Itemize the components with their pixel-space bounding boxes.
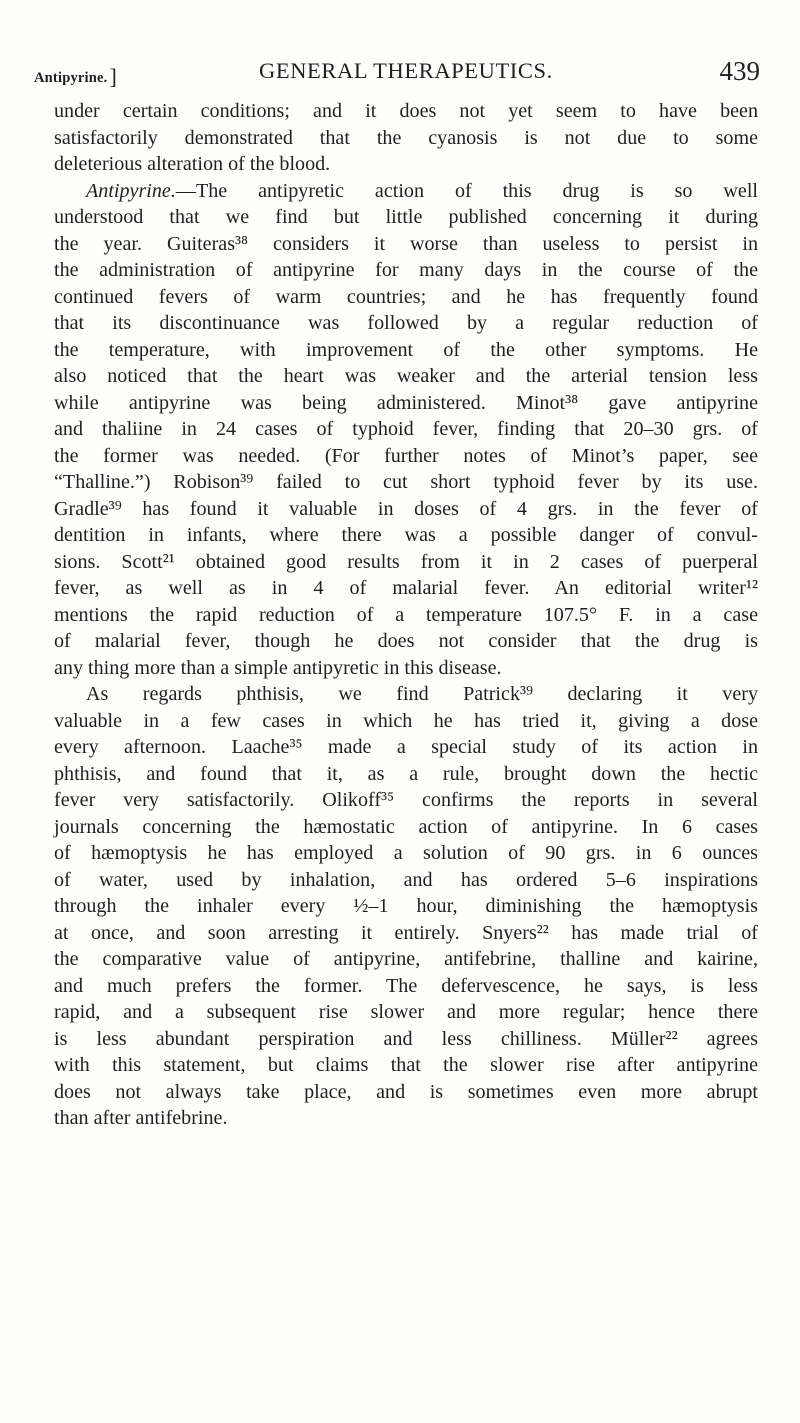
section-heading: Antipyrine. [86, 179, 176, 202]
text-line: with this statement, but claims that the slower rise after antipyrine [54, 1054, 758, 1076]
text-line: of hæmoptysis he has employed a solution of 90 grs. in 6 ounces [54, 842, 758, 864]
text-line: sions. Scott²¹ obtained good results from it in 2 cases of puerperal [54, 550, 758, 573]
text-line: that its discontinuance was followed by a regular reduction of [54, 312, 758, 334]
running-head-left: Antipyrine.] [34, 64, 118, 89]
text-line: the year. Guiteras³⁸ considers it worse than useless to persist in [54, 232, 758, 255]
text-line: than after antifebrine. [54, 1107, 228, 1129]
text-line: Gradle³⁹ has found it valuable in doses of 4 grs. in the fever of [54, 497, 758, 520]
text-line: Antipyrine.—The antipyretic action of this drug is so well [86, 179, 758, 202]
text-line: “Thalline.”) Robison³⁹ failed to cut short typhoid fever by its use. [54, 471, 758, 493]
text-line: deleterious alteration of the blood. [54, 153, 331, 175]
text-line: fever, as well as in 4 of malarial fever. An editorial writer¹² [54, 577, 758, 599]
text-line: fever very satisfactorily. Olikoff³⁵ confirms the reports in several [54, 789, 758, 811]
text-line: does not always take place, and is sometimes even more abrupt [54, 1080, 758, 1103]
text-line: phthisis, and found that it, as a rule, brought down the hectic [54, 762, 758, 785]
text-line: As regards phthisis, we find Patrick³⁹ declaring it very [86, 683, 758, 705]
paragraph-2 [54, 178, 758, 682]
text-line: under certain conditions; and it does not yet seem to have been [54, 100, 758, 122]
text-line: valuable in a few cases in which he has tried it, giving a dose [54, 709, 758, 732]
text-line: through the inhaler every ½–1 hour, diminishing the hæmoptysis [54, 895, 758, 917]
text-line: any thing more than a simple antipyretic in this disease. [54, 656, 502, 679]
text-line: of malarial fever, though he does not consider that the drug is [54, 630, 758, 652]
text-line: the administration of antipyrine for many days in the course of the [54, 259, 758, 281]
paragraph-3 [54, 681, 758, 1132]
text-line: mentions the rapid reduction of a temperature 107.5° F. in a case [54, 603, 758, 626]
text-line: the temperature, with improvement of the other symptoms. He [54, 338, 758, 361]
text-line: continued fevers of warm countries; and he has frequently found [54, 285, 758, 308]
text-line: while antipyrine was being administered. Minot³⁸ gave antipyrine [54, 391, 758, 414]
text-line: dentition in infants, where there was a possible danger of convul- [54, 524, 758, 546]
page-number: 439 [719, 56, 760, 86]
text-line: rapid, and a subsequent rise slower and more regular; hence there [54, 1001, 758, 1023]
text-line: of water, used by inhalation, and has ordered 5–6 inspirations [54, 868, 758, 891]
body-text [54, 98, 758, 1132]
text-line: journals concerning the hæmostatic action of antipyrine. In 6 cases [54, 815, 758, 838]
paragraph-1 [54, 98, 758, 178]
text-line: at once, and soon arresting it entirely. Snyers²² has made trial of [54, 921, 758, 944]
text-line: the comparative value of antipyrine, antifebrine, thalline and kairine, [54, 948, 758, 970]
text-line: the former was needed. (For further notes of Minot’s paper, see [54, 444, 758, 467]
text-line: is less abundant perspiration and less chilliness. Müller²² agrees [54, 1027, 758, 1050]
text-line: understood that we find but little published concerning it during [54, 206, 758, 228]
text-line: satisfactorily demonstrated that the cyanosis is not due to some [54, 126, 758, 149]
text-line: every afternoon. Laache³⁵ made a special study of its action in [54, 736, 758, 758]
page-header [34, 56, 760, 92]
text-line: and thaliine in 24 cases of typhoid fever, finding that 20–30 grs. of [54, 418, 758, 440]
text-line: also noticed that the heart was weaker and the arterial tension less [54, 365, 758, 387]
running-head-title: GENERAL THERAPEUTICS. [259, 58, 553, 83]
text-line: and much prefers the former. The defervescence, he says, is less [54, 974, 758, 997]
